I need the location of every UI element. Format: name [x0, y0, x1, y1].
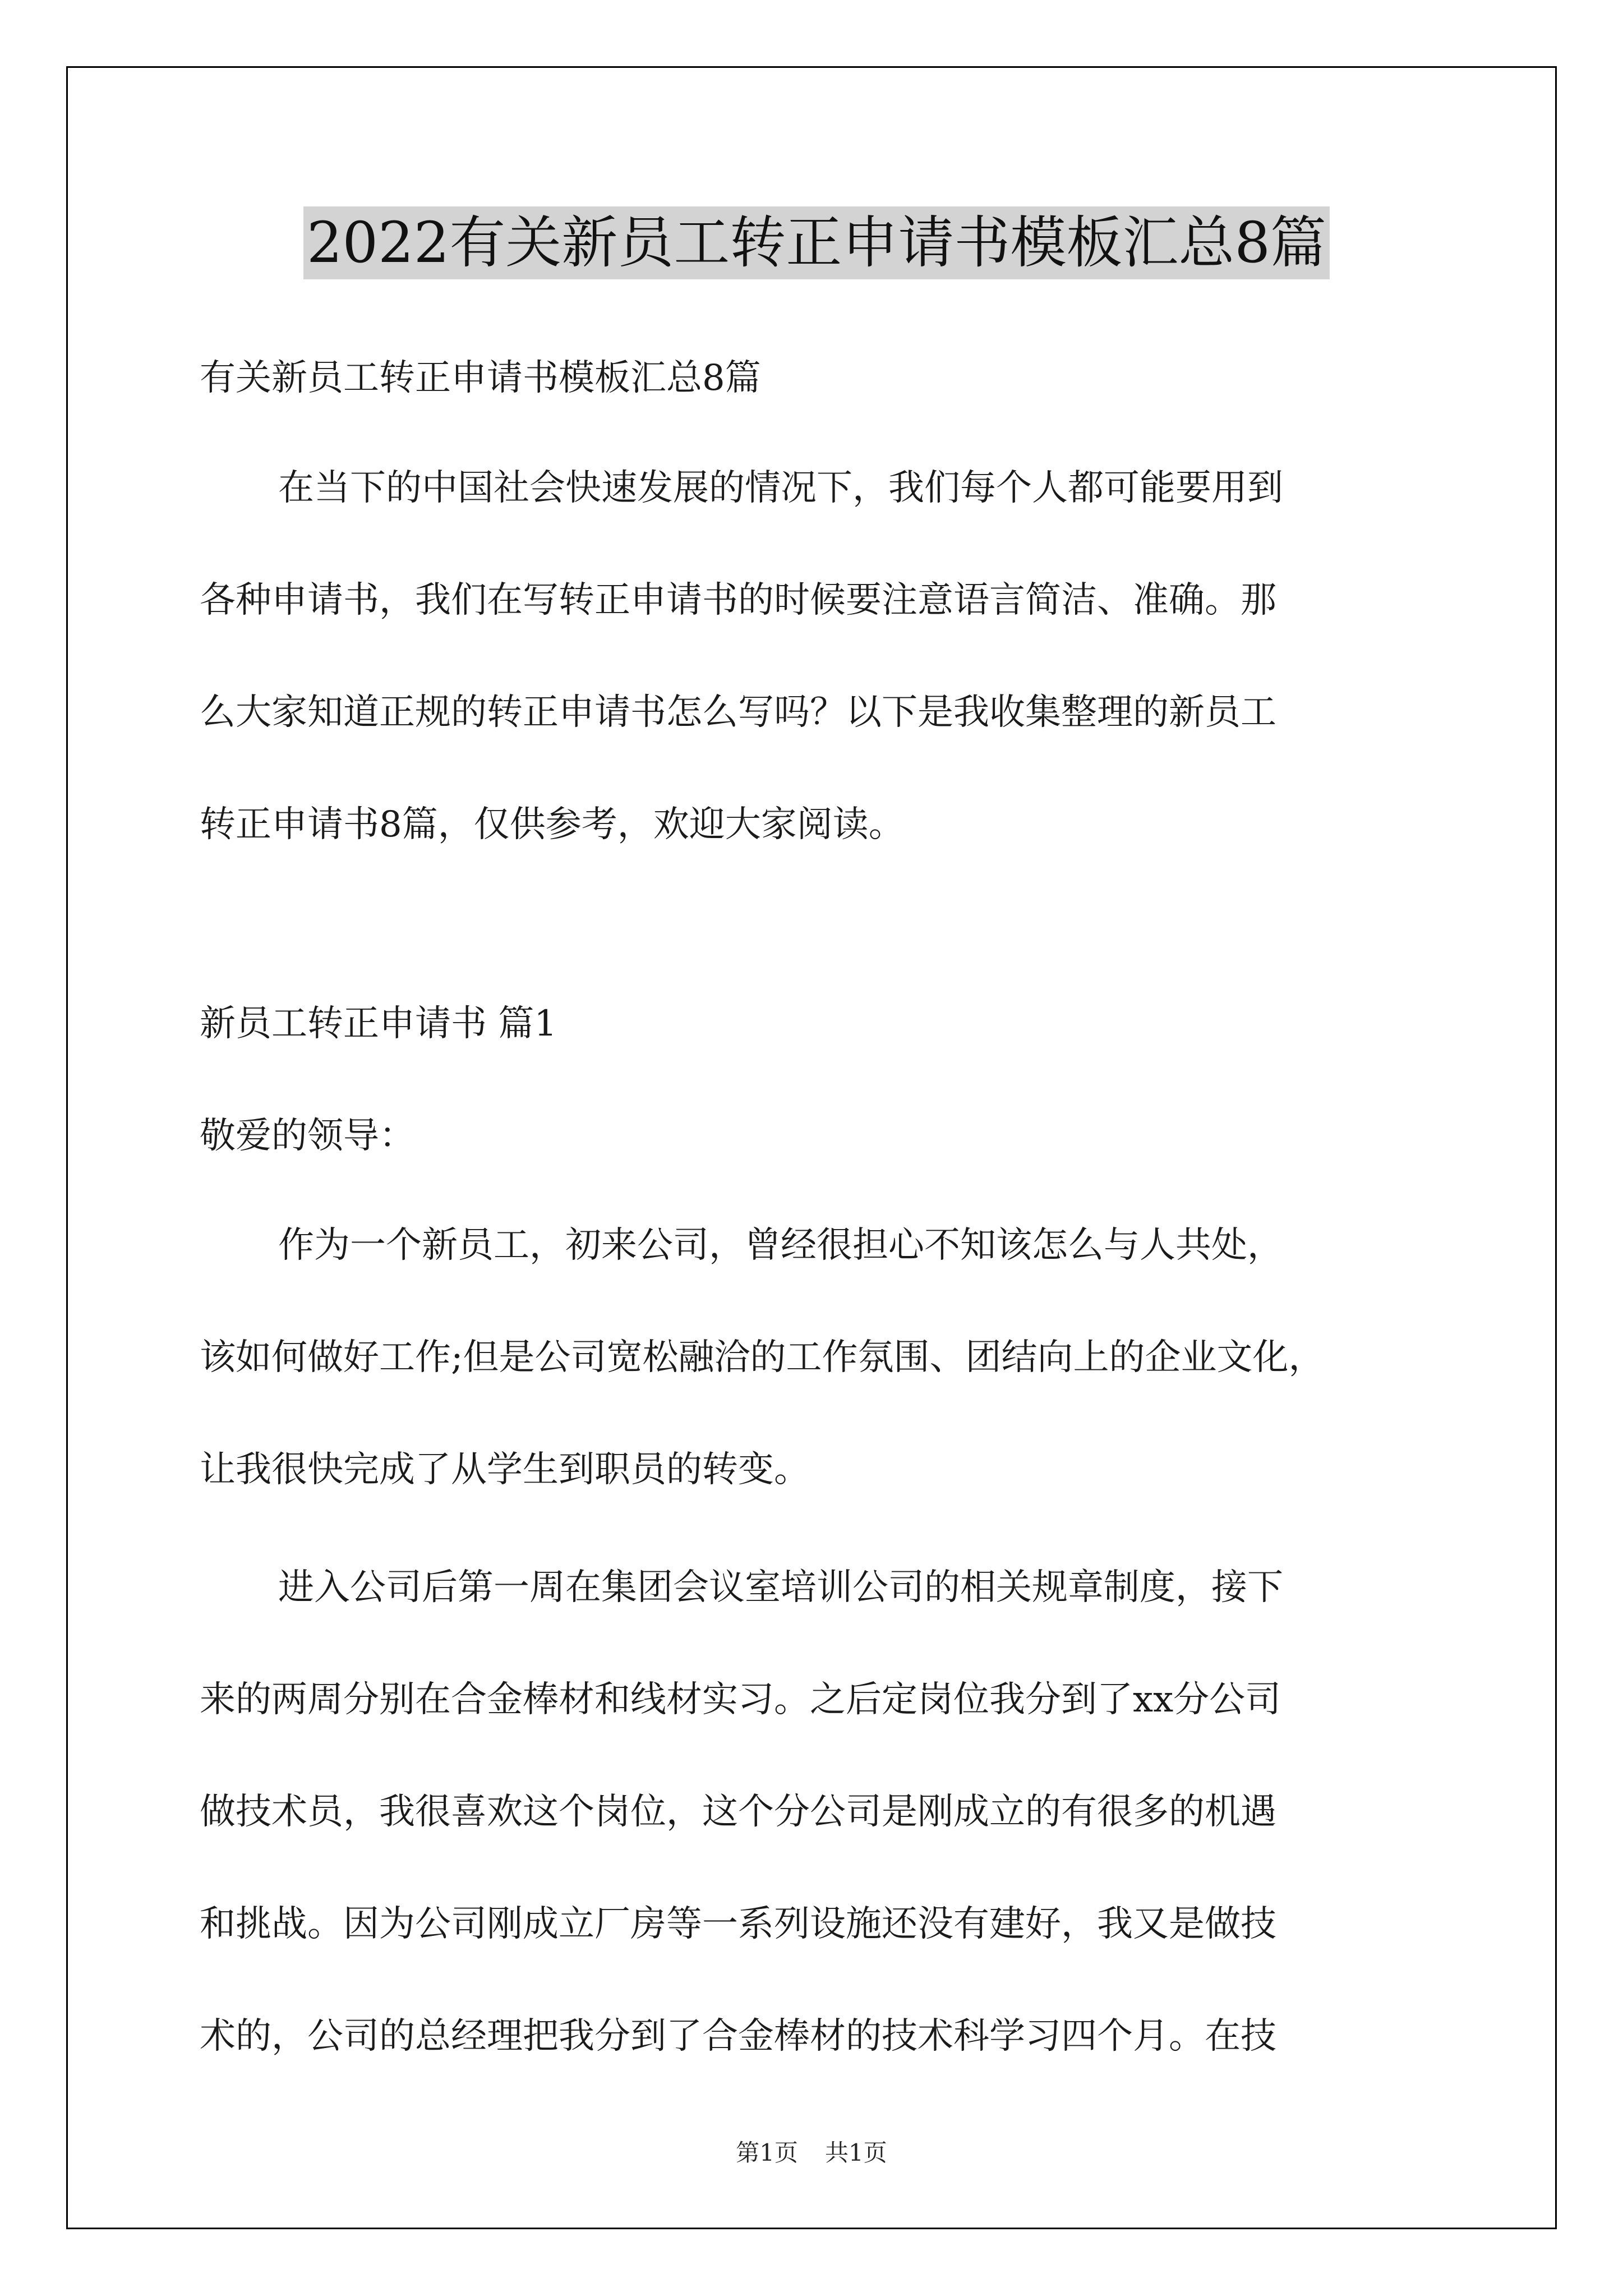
- paragraph-line: 作为一个新员工，初来公司，曾经很担心不知该怎么与人共处，: [278, 1225, 1283, 1266]
- paragraph-line: 来的两周分别在合金棒材和线材实习。之后定岗位我分到了xx分公司: [200, 1679, 1281, 1720]
- title-block: [261, 206, 1372, 279]
- document-title: 2022有关新员工转正申请书模板汇总8篇: [303, 206, 1330, 279]
- intro-line: 转正申请书8篇，仅供参考，欢迎大家阅读。: [200, 804, 905, 845]
- intro-line: 么大家知道正规的转正申请书怎么写吗？以下是我收集整理的新员工: [200, 692, 1276, 733]
- intro-line: 各种申请书，我们在写转正申请书的时候要注意语言简洁、准确。那: [200, 579, 1276, 621]
- page-total: 共1页: [825, 2139, 887, 2166]
- section-heading: 新员工转正申请书 篇1: [200, 1003, 557, 1045]
- document-subtitle: 有关新员工转正申请书模板汇总8篇: [200, 357, 761, 399]
- paragraph-line: 进入公司后第一周在集团会议室培训公司的相关规章制度，接下: [278, 1567, 1283, 1608]
- paragraph-line: 做技术员，我很喜欢这个岗位，这个分公司是刚成立的有很多的机遇: [200, 1791, 1276, 1833]
- intro-line: 在当下的中国社会快速发展的情况下，我们每个人都可能要用到: [278, 467, 1283, 509]
- paragraph-line: 该如何做好工作;但是公司宽松融洽的工作氛围、团结向上的企业文化，: [200, 1337, 1325, 1378]
- paragraph-line: 术的，公司的总经理把我分到了合金棒材的技术科学习四个月。在技: [200, 2016, 1276, 2057]
- paragraph-line: 让我很快完成了从学生到职员的转变。: [200, 1449, 810, 1490]
- page-footer: [0, 2134, 1623, 2168]
- salutation: 敬爱的领导：: [200, 1115, 415, 1157]
- paragraph-line: 和挑战。因为公司刚成立厂房等一系列设施还没有建好，我又是做技: [200, 1903, 1276, 1945]
- page-number: 第1页: [736, 2139, 798, 2166]
